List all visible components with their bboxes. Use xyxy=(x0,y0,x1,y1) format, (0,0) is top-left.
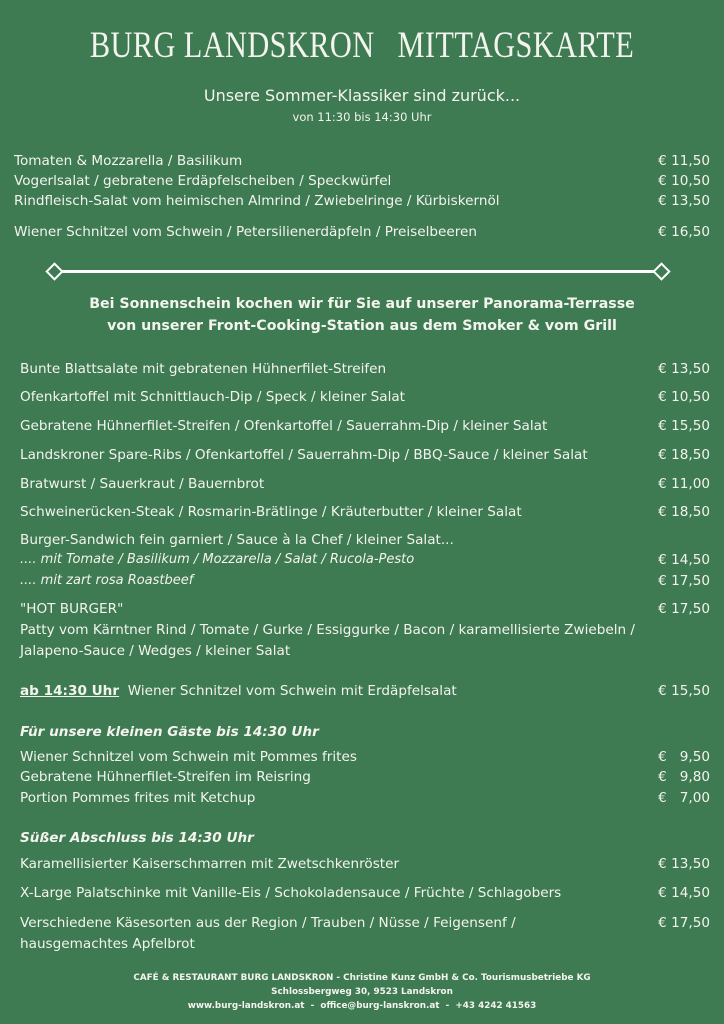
hot-burger-description: Patty vom Kärntner Rind / Tomate / Gurke / Essiggurke / Bacon / karamellisierte Zwiebeln / xyxy=(20,622,636,638)
hot-burger-name: "HOT BURGER" xyxy=(20,601,124,617)
menu-item-name: Portion Pommes frites mit Ketchup xyxy=(20,790,256,806)
menu-item-name: Tomaten & Mozzarella / Basilikum xyxy=(14,153,243,169)
afternoon-item-name: Wiener Schnitzel vom Schwein mit Erdäpfelsalat xyxy=(127,683,457,699)
hot-burger-price: € 17,50 xyxy=(658,601,710,617)
menu-item-price: € 13,50 xyxy=(658,856,710,872)
menu-item-name: Rindfleisch-Salat vom heimischen Almrind / Zwiebelringe / Kürbiskernöl xyxy=(14,193,500,209)
terrace-heading-line1: Bei Sonnenschein kochen wir für Sie auf unserer Panorama-Terrasse xyxy=(89,296,635,312)
afternoon-label: ab 14:30 Uhr xyxy=(20,683,120,699)
dessert-heading: Süßer Abschluss bis 14:30 Uhr xyxy=(20,830,254,846)
menu-item-price: € 9,80 xyxy=(658,769,710,785)
menu-item-price: € 14,50 xyxy=(658,885,710,901)
subtitle: Unsere Sommer-Klassiker sind zurück... xyxy=(203,86,521,105)
menu-item-price: € 15,50 xyxy=(658,418,710,434)
menu-item-name: Wiener Schnitzel vom Schwein mit Pommes frites xyxy=(20,749,357,765)
opening-hours: von 11:30 bis 14:30 Uhr xyxy=(292,110,432,124)
menu-item-name: Landskroner Spare-Ribs / Ofenkartoffel / Sauerrahm-Dip / BBQ-Sauce / kleiner Salat xyxy=(20,447,588,463)
burger-option: .... mit zart rosa Roastbeef xyxy=(20,573,194,588)
menu-item-name: Karamellisierter Kaiserschmarren mit Zwetschkenröster xyxy=(20,856,400,872)
menu-item-name: hausgemachtes Apfelbrot xyxy=(20,936,195,952)
title-menu: MITTAGSKARTE xyxy=(397,25,635,66)
divider-diamond-icon xyxy=(652,262,670,280)
menu-item-name: Gebratene Hühnerfilet-Streifen / Ofenkartoffel / Sauerrahm-Dip / kleiner Salat xyxy=(20,418,548,434)
divider-diamond-icon xyxy=(45,262,63,280)
burger-option: .... mit Tomate / Basilikum / Mozzarella / Salat / Rucola-Pesto xyxy=(20,552,415,567)
menu-item-name: Gebratene Hühnerfilet-Streifen im Reisring xyxy=(20,769,311,785)
menu-item-price: € 10,50 xyxy=(658,173,710,189)
menu-item-name: Ofenkartoffel mit Schnittlauch-Dip / Speck / kleiner Salat xyxy=(20,389,406,405)
footer-company: CAFÉ & RESTAURANT BURG LANDSKRON - Christine Kunz GmbH & Co. Tourismusbetriebe KG xyxy=(133,973,591,983)
menu-item-price: € 18,50 xyxy=(658,447,710,463)
menu-item-name: Schweinerücken-Steak / Rosmarin-Brätlinge / Kräuterbutter / kleiner Salat xyxy=(20,504,522,520)
menu-item-name: Wiener Schnitzel vom Schwein / Petersilienerdäpfeln / Preiselbeeren xyxy=(14,224,477,240)
burger-option-price: € 17,50 xyxy=(658,573,710,589)
menu-item-price: € 13,50 xyxy=(658,361,710,377)
menu-item-price: € 13,50 xyxy=(658,193,710,209)
menu-item-price: € 16,50 xyxy=(658,224,710,240)
menu-item-name: X-Large Palatschinke mit Vanille-Eis / Schokoladensauce / Früchte / Schlagobers xyxy=(20,885,562,901)
menu-item-price: € 11,00 xyxy=(658,476,710,492)
divider xyxy=(54,270,662,273)
footer-contact: www.burg-landskron.at - office@burg-lanskron.at - +43 4242 41563 xyxy=(187,1001,537,1011)
menu-item-price: € 7,00 xyxy=(658,790,710,806)
menu-item-price: € 18,50 xyxy=(658,504,710,520)
kids-heading: Für unsere kleinen Gäste bis 14:30 Uhr xyxy=(20,724,319,740)
title-restaurant: BURG LANDSKRON xyxy=(89,25,375,66)
hot-burger-description: Jalapeno-Sauce / Wedges / kleiner Salat xyxy=(20,643,291,659)
menu-item-name: Vogerlsalat / gebratene Erdäpfelscheiben / Speckwürfel xyxy=(14,173,392,189)
burger-option-price: € 14,50 xyxy=(658,552,710,568)
menu-item-name: Verschiedene Käsesorten aus der Region / Trauben / Nüsse / Feigensenf / xyxy=(20,915,516,931)
menu-item-name: Bunte Blattsalate mit gebratenen Hühnerfilet-Streifen xyxy=(20,361,387,377)
burger-name: Burger-Sandwich fein garniert / Sauce à la Chef / kleiner Salat... xyxy=(20,532,454,548)
footer-address: Schlossbergweg 30, 9523 Landskron xyxy=(271,987,453,997)
menu-item-price: € 10,50 xyxy=(658,389,710,405)
menu-item-price: € 17,50 xyxy=(658,915,710,931)
page-title xyxy=(65,24,659,67)
afternoon-item xyxy=(20,682,457,700)
menu-item-price: € 9,50 xyxy=(658,749,710,765)
terrace-heading-line2: von unserer Front-Cooking-Station aus dem Smoker & vom Grill xyxy=(107,318,617,334)
menu-item-price: € 11,50 xyxy=(658,153,710,169)
menu-item-name: Bratwurst / Sauerkraut / Bauernbrot xyxy=(20,476,265,492)
afternoon-item-price: € 15,50 xyxy=(658,683,710,699)
